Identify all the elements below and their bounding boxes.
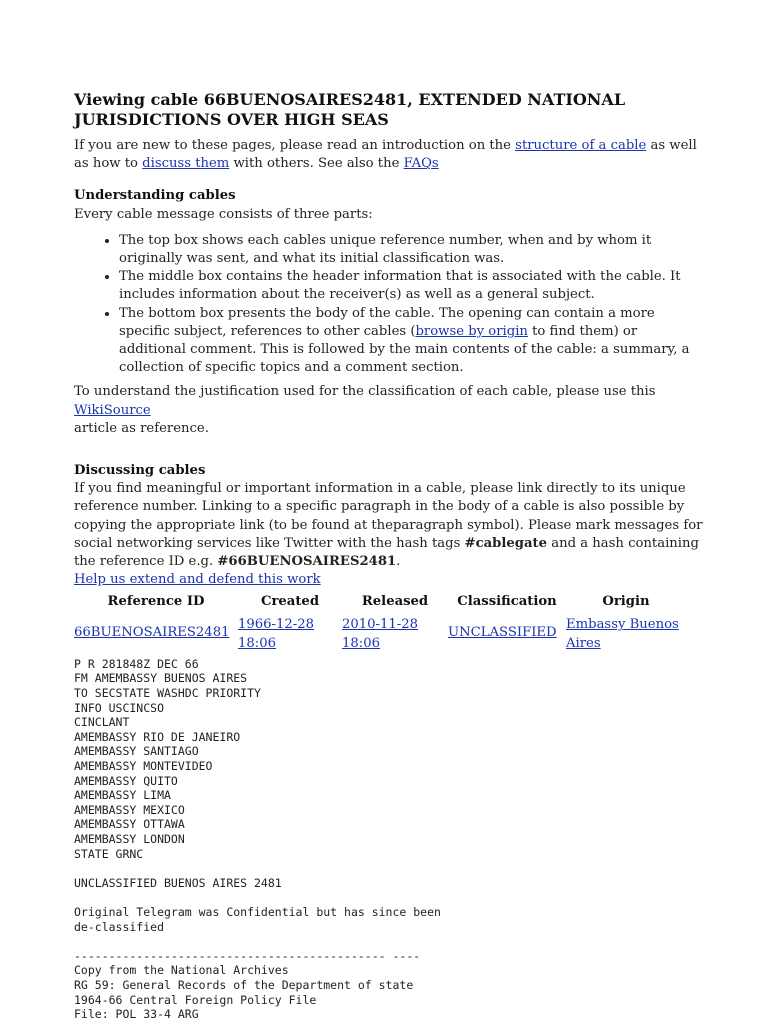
help-link[interactable]: Help us extend and defend this work [74, 572, 321, 588]
created-cell [238, 613, 342, 652]
reference-id-cell [74, 613, 238, 652]
origin-cell [566, 613, 686, 652]
discussing-text: . [396, 554, 401, 570]
origin-link[interactable]: Embassy Buenos Aires [566, 617, 679, 651]
cable-metadata-table [74, 591, 686, 652]
discuss-link[interactable]: discuss them [142, 156, 230, 172]
discussing-text: and a hash containing the reference ID e.g. [74, 535, 699, 570]
released-link[interactable]: 2010-11-28 18:06 [342, 617, 419, 651]
table-row [74, 613, 686, 652]
col-header-origin: Origin [602, 594, 650, 610]
parts-list [74, 232, 704, 378]
created-link[interactable]: 1966-12-28 18:06 [238, 617, 315, 651]
col-header-reference-id: Reference ID [107, 594, 205, 610]
col-header-created: Created [260, 594, 320, 610]
hashtag: #cablegate [464, 535, 548, 551]
intro-text: with others. See also the [229, 156, 404, 172]
discussing-paragraph [74, 480, 704, 571]
intro-text: as well as how to [74, 138, 697, 172]
wikisource-link[interactable]: WikiSource [74, 402, 151, 418]
bullet-text: The bottom box presents the body of the cable. The opening can contain a more specific subject, references to other cables ( [119, 305, 655, 339]
classification-cell [448, 613, 566, 652]
list-item: • The middle box contains the header information that is associated with the cable. It includes information about the receiver(s) as well as a general subject. [119, 268, 704, 304]
content [74, 90, 704, 1022]
faqs-link[interactable]: FAQs [403, 156, 439, 172]
justification-text: To understand the justification used for the classification of each cable, please use this [74, 384, 656, 400]
browse-by-origin-link[interactable]: browse by origin [415, 323, 528, 339]
justification-paragraph [74, 383, 704, 438]
structure-link[interactable]: structure of a cable [515, 138, 647, 153]
bullet-text: to find them) or additional comment. This is followed by the main contents of the cable: a summary, a collection of specific topics and a comment section. [119, 323, 690, 376]
page-title: Viewing cable 66BUENOSAIRES2481, EXTENDED NATIONAL JURISDICTIONS OVER HIGH SEAS [74, 90, 626, 129]
col-header-released: Released [361, 594, 429, 610]
understanding-lead: Every cable message consists of three parts: [74, 206, 373, 222]
cable-body-text: P R 281848Z DEC 66 FM AMEMBASSY BUENOS AIRES TO SECSTATE WASHDC PRIORITY INFO USCINCSO CINCLANT AMEMBASSY RIO DE JANEIRO AMEMBASSY SANTIAGO AMEMBASSY MONTEVIDEO AMEMBASSY QUITO AMEMBASSY LIMA AMEMBASSY MEXICO AMEMBASSY OTTAWA AMEMBASSY LONDON STATE GRNC UNCLASSIFIED BUENOS AIRES 2481 Original Telegram was Confidential but has since been de-classified --------------------------------------------- ---- Copy from the National Archives RG 59: General Records of the Department of state 1964-66 Central Foreign Policy File File: POL 33-4 ARG [74, 656, 441, 1022]
intro-text: If you are new to these pages, please read an introduction on the [74, 138, 516, 153]
reference-id-link[interactable]: 66BUENOSAIRES2481 [74, 625, 230, 641]
released-cell [342, 613, 448, 652]
table-header-row [74, 591, 686, 613]
discussing-text: If you find meaningful or important information in a cable, please link directly to its unique reference number. Linking to a specific paragraph in the body of a cable is also possible by copying the appropriate link (to be found at theparagraph symbol). Please mark messages for social networking services like Twitter with the hash tags [74, 481, 703, 551]
list-item: • The top box shows each cables unique reference number, when and by whom it originally was sent, and what its initial classification was. [119, 232, 704, 268]
col-header-classification: Classification [457, 594, 557, 610]
justification-text: article as reference. [74, 420, 209, 436]
intro-paragraph [74, 137, 704, 173]
list-item [119, 305, 704, 378]
discussing-heading: Discussing cables [74, 463, 206, 479]
classification-link[interactable]: UNCLASSIFIED [448, 625, 557, 641]
understanding-heading: Understanding cables [74, 188, 236, 204]
reference-hashtag: #66BUENOSAIRES2481 [217, 554, 397, 570]
